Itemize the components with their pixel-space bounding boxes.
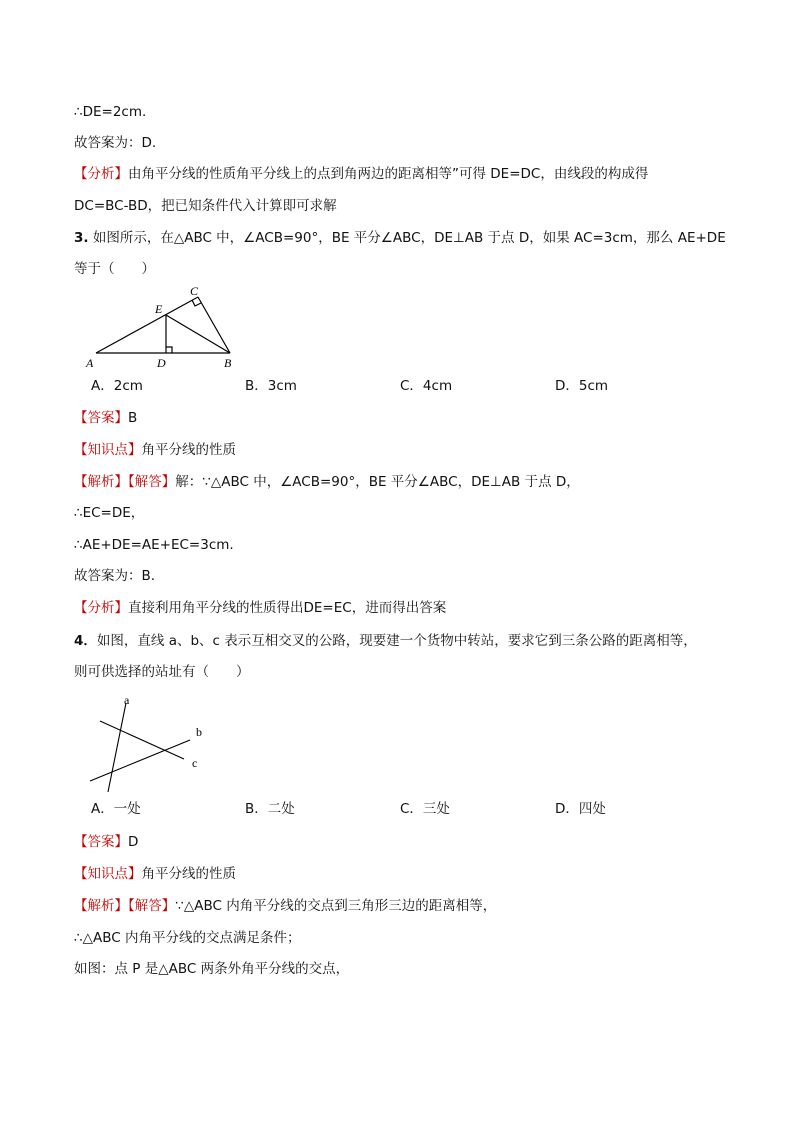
answer-tag: 【答案】 bbox=[74, 410, 128, 426]
q3-option-c: C．4cm bbox=[400, 378, 453, 394]
q2-analysis-line2: DC=BC-BD，把已知条件代入计算即可求解 bbox=[74, 198, 337, 214]
solution-tag: 【解析】【解答】 bbox=[74, 898, 176, 914]
q3-stem bbox=[74, 228, 726, 248]
q4-answer bbox=[74, 832, 138, 852]
q4-stem-line2: 则可供选择的站址有（ ） bbox=[74, 664, 250, 680]
q3-option-a: A．2cm bbox=[91, 378, 143, 394]
label-e: E bbox=[155, 302, 163, 316]
label-road-b: b bbox=[196, 725, 202, 739]
answer-tag: 【答案】 bbox=[74, 834, 128, 850]
q3-solution bbox=[74, 472, 580, 492]
knowledge-tag: 【知识点】 bbox=[74, 442, 142, 458]
label-d: D bbox=[157, 356, 166, 370]
q3-option-b: B．3cm bbox=[245, 378, 297, 394]
q3-solution-text: 解：∵△ABC 中，∠ACB=90°，BE 平分∠ABC，DE⊥AB 于点 D， bbox=[175, 474, 580, 490]
q2-analysis bbox=[74, 164, 648, 184]
q2-conclusion: 故答案为：D. bbox=[74, 135, 157, 151]
q3-answer-value: B bbox=[128, 410, 138, 426]
q4-option-a: A．一处 bbox=[91, 801, 141, 817]
q3-option-d: D．5cm bbox=[555, 378, 609, 394]
road-a bbox=[108, 703, 126, 792]
label-road-c: c bbox=[192, 756, 198, 770]
road-b bbox=[90, 740, 190, 781]
q3-stem-line2: 等于（ ） bbox=[74, 261, 155, 277]
road-c bbox=[100, 721, 184, 759]
solution-tag: 【解析】【解答】 bbox=[74, 474, 176, 490]
q4-solution-text: ∵△ABC 内角平分线的交点到三角形三边的距离相等， bbox=[175, 898, 497, 914]
q3-number: 3. bbox=[74, 230, 89, 246]
q2-analysis-text: 由角平分线的性质角平分线上的点到角两边的距离相等”可得 DE=DC，由线段的构成得 bbox=[128, 166, 649, 182]
right-angle-mark-d bbox=[166, 347, 172, 353]
segment-be bbox=[166, 315, 230, 353]
label-b: B bbox=[224, 356, 232, 370]
q3-solution-line3: ∴AE+DE=AE+EC=3cm. bbox=[74, 537, 234, 553]
q4-knowledge-text: 角平分线的性质 bbox=[141, 866, 236, 882]
q4-solution bbox=[74, 896, 496, 916]
q3-knowledge bbox=[74, 440, 236, 460]
q4-answer-value: D bbox=[128, 834, 139, 850]
label-a: A bbox=[86, 356, 94, 370]
q4-roads-figure bbox=[84, 688, 214, 796]
q4-option-c: C．三处 bbox=[400, 801, 450, 817]
q3-solution-line4: 故答案为：B. bbox=[74, 568, 156, 584]
q3-triangle-figure bbox=[84, 282, 254, 372]
q4-stem-text: 如图，直线 a、b、c 表示互相交叉的公路，现要建一个货物中转站，要求它到三条公路的距离相等， bbox=[96, 633, 697, 649]
q4-stem bbox=[74, 631, 697, 651]
label-road-a: a bbox=[124, 693, 130, 707]
q4-option-b: B．二处 bbox=[245, 801, 295, 817]
q3-stem-text: 如图所示，在△ABC 中，∠ACB=90°，BE 平分∠ABC，DE⊥AB 于点 D，如果 AC=3cm，那么 AE+DE bbox=[92, 230, 726, 246]
analysis-tag: 【分析】 bbox=[74, 166, 128, 182]
q4-solution-line2: ∴△ABC 内角平分线的交点满足条件； bbox=[74, 930, 301, 946]
q4-option-d: D．四处 bbox=[555, 801, 606, 817]
q2-step-de: ∴DE=2cm. bbox=[74, 104, 147, 120]
label-c: C bbox=[190, 284, 199, 298]
q3-knowledge-text: 角平分线的性质 bbox=[141, 442, 236, 458]
q4-number: 4． bbox=[74, 633, 97, 649]
q3-answer bbox=[74, 408, 137, 428]
q3-analysis-text: 直接利用角平分线的性质得出DE=EC，进而得出答案 bbox=[128, 600, 447, 616]
q4-solution-line3: 如图：点 P 是△ABC 两条外角平分线的交点， bbox=[74, 961, 350, 977]
segment-cb bbox=[198, 297, 230, 353]
analysis-tag: 【分析】 bbox=[74, 600, 128, 616]
q4-knowledge bbox=[74, 864, 236, 884]
q3-analysis bbox=[74, 598, 446, 618]
q3-solution-line2: ∴EC=DE， bbox=[74, 505, 145, 521]
knowledge-tag: 【知识点】 bbox=[74, 866, 142, 882]
